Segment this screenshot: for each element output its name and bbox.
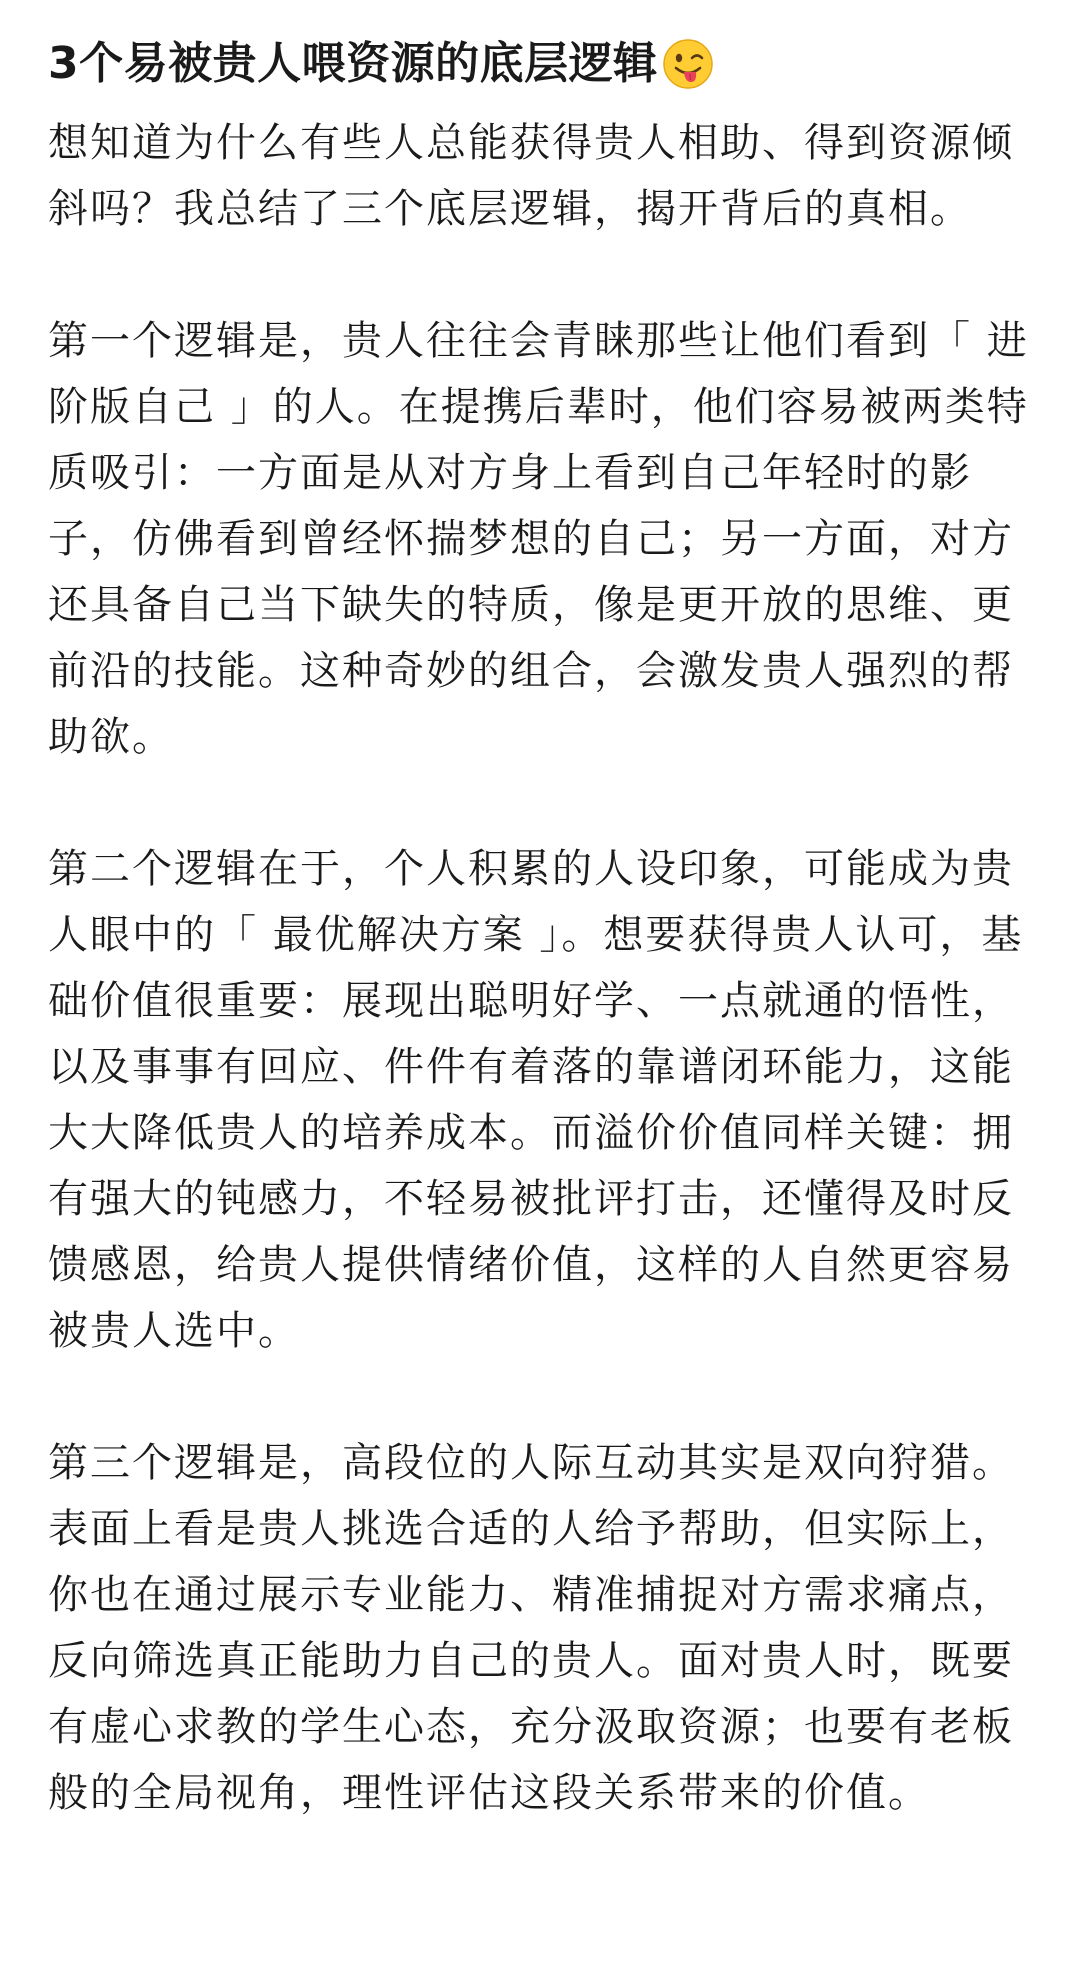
title-row	[48, 36, 1034, 92]
paragraph-logic-three: 第三个逻辑是，高段位的人际互动其实是双向狩猎。表面上看是贵人挑选合适的人给予帮助，但实际上，你也在通过展示专业能力、精准捕捉对方需求痛点，反向筛选真正能助力自己的贵人。面对贵人时，既要有虚心求教的学生心态，充分汲取资源；也要有老板般的全局视角，理性评估这段关系带来的价值。	[48, 1440, 1014, 1816]
post-title: 3个易被贵人喂资源的底层逻辑	[48, 38, 658, 89]
paragraph-logic-one: 第一个逻辑是，贵人往往会青睐那些让他们看到「 进阶版自己 」的人。在提携后辈时，他们容易被两类特质吸引：一方面是从对方身上看到自己年轻时的影子，仿佛看到曾经怀揣梦想的自己；另一方面，对方还具备自己当下缺失的特质，像是更开放的思维、更前沿的技能。这种奇妙的组合，会激发贵人强烈的帮助欲。	[48, 318, 1029, 760]
paragraph-logic-two: 第二个逻辑在于，个人积累的人设印象，可能成为贵人眼中的「 最优解决方案 」。想要获得贵人认可，基础价值很重要：展现出聪明好学、一点就通的悟性，以及事事有回应、件件有着落的靠谱闭环能力，这能大大降低贵人的培养成本。而溢价价值同样关键：拥有强大的钝感力，不轻易被批评打击，还懂得及时反馈感恩，给贵人提供情绪价值，这样的人自然更容易被贵人选中。	[48, 846, 1024, 1354]
paragraph-intro: 想知道为什么有些人总能获得贵人相助、得到资源倾斜吗？我总结了三个底层逻辑，揭开背后的真相。	[48, 120, 1014, 232]
winking-face-with-tongue-icon	[662, 38, 714, 90]
